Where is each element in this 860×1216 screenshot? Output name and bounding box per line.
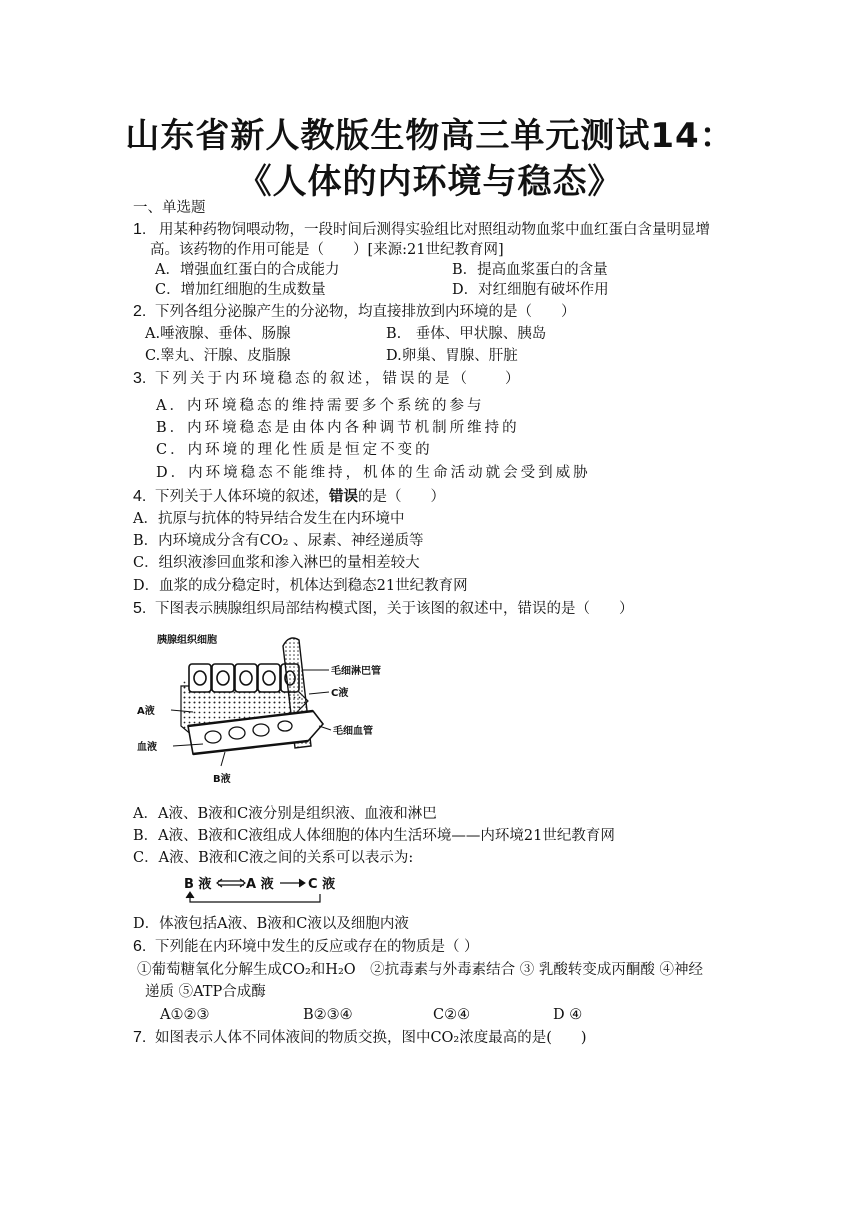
question-number: 6.: [133, 938, 147, 955]
question-number: 7.: [133, 1029, 147, 1046]
question-number: 3.: [133, 370, 147, 387]
option-d: D．血浆的成分稳定时，机体达到稳态21世纪教育网: [133, 578, 468, 594]
question-4: [133, 487, 445, 507]
label-b-fluid: B液: [213, 774, 231, 785]
label-tissue-cells: 胰腺组织细胞: [157, 635, 217, 646]
doc-title-line2: 《人体的内环境与稳态》: [237, 162, 623, 202]
option-b: B．提高血浆蛋白的含量: [452, 262, 608, 278]
tissue-cells: [189, 664, 299, 692]
option-a: A．内环境稳态的维持需要多个系统的参与: [156, 398, 485, 414]
flow-b: B 液: [184, 877, 212, 892]
question-number: 5.: [133, 600, 147, 617]
option-c: C．内环境的理化性质是恒定不变的: [156, 442, 433, 458]
option-d: D ④: [553, 1007, 583, 1023]
question-text-cont: 高。该药物的作用可能是（ ）[来源:21世纪教育网]: [150, 242, 504, 258]
label-a-fluid: A液: [137, 706, 155, 717]
question-emphasis: 错误: [328, 488, 358, 505]
option-c: C②④: [433, 1007, 471, 1023]
option-a: A．抗原与抗体的特异结合发生在内环境中: [133, 511, 405, 527]
option-c: C．组织液渗回血浆和渗入淋巴的量相差较大: [133, 555, 420, 571]
flow-c: C 液: [308, 877, 336, 892]
option-a: A．增强血红蛋白的合成能力: [155, 262, 340, 278]
question-text: 下列关于人体环境的叙述，: [154, 489, 329, 505]
question-items-cont: 递质 ⑤ATP合成酶: [145, 984, 266, 1000]
label-c-fluid: C液: [331, 688, 349, 699]
question-number: 1.: [133, 221, 147, 238]
question-text-end: 的是（ ）: [357, 489, 445, 505]
option-b: B．A液、B液和C液组成人体细胞的体内生活环境——内环境21世纪教育网: [133, 828, 615, 844]
doc-title-line1: 山东省新人教版生物高三单元测试14：: [125, 116, 735, 156]
section-heading: 一、单选题: [133, 200, 206, 216]
question-text: 下列关于内环境稳态的叙述，错误的是（ ）: [154, 371, 523, 387]
option-b: B．内环境成分含有CO₂ 、尿素、神经递质等: [133, 533, 424, 549]
option-d: D．内环境稳态不能维持，机体的生命活动就会受到威胁: [156, 465, 591, 481]
label-blood: 血液: [137, 742, 157, 753]
option-a: A．A液、B液和C液分别是组织液、血液和淋巴: [133, 806, 437, 822]
option-b: B②③④: [303, 1007, 353, 1023]
question-text: 如图表示人体不同体液间的物质交换，图中CO₂浓度最高的是( ): [154, 1030, 587, 1046]
option-d: D．体液包括A液、B液和C液以及细胞内液: [133, 916, 409, 932]
question-text: 下列各组分泌腺产生的分泌物，均直接排放到内环境的是（ ）: [154, 304, 576, 320]
question-number: 2.: [133, 303, 147, 320]
option-d: D.卵巢、胃腺、肝脏: [386, 348, 518, 364]
option-b: B．内环境稳态是由体内各种调节机制所维持的: [156, 420, 520, 436]
question-text: 下列能在内环境中发生的反应或存在的物质是（ ）: [154, 939, 479, 955]
option-a: A①②③: [160, 1007, 210, 1023]
label-blood-capillary: 毛细血管: [333, 726, 373, 737]
pancreas-tissue-diagram: [133, 626, 403, 791]
flow-a: A 液: [246, 877, 274, 892]
question-1: [133, 220, 710, 240]
option-b: B. 垂体、甲状腺、胰岛: [386, 326, 547, 342]
option-c: C．增加红细胞的生成数量: [155, 282, 326, 298]
question-7: [133, 1028, 587, 1048]
label-lymph-capillary: 毛细淋巴管: [331, 666, 381, 677]
option-c: C．A液、B液和C液之间的关系可以表示为:: [133, 850, 414, 866]
question-2: [133, 302, 575, 322]
question-3: [133, 369, 522, 389]
question-text: 下图表示胰腺组织局部结构模式图，关于该图的叙述中，错误的是（ ）: [154, 601, 634, 617]
option-c: C.睾丸、汗腺、皮脂腺: [145, 348, 291, 364]
question-text: 用某种药物饲喂动物，一段时间后测得实验组比对照组动物血浆中血红蛋白含量明显增: [158, 222, 710, 238]
question-5: [133, 599, 633, 619]
fluid-relation-diagram: [180, 872, 350, 910]
question-items: ①葡萄糖氧化分解生成CO₂和H₂O ②抗毒素与外毒素结合 ③ 乳酸转变成丙酮酸 ④神经: [137, 962, 703, 978]
question-6: [133, 937, 479, 957]
question-number: 4.: [133, 488, 147, 505]
option-d: D．对红细胞有破坏作用: [452, 282, 609, 298]
option-a: A.唾液腺、垂体、肠腺: [145, 326, 291, 342]
